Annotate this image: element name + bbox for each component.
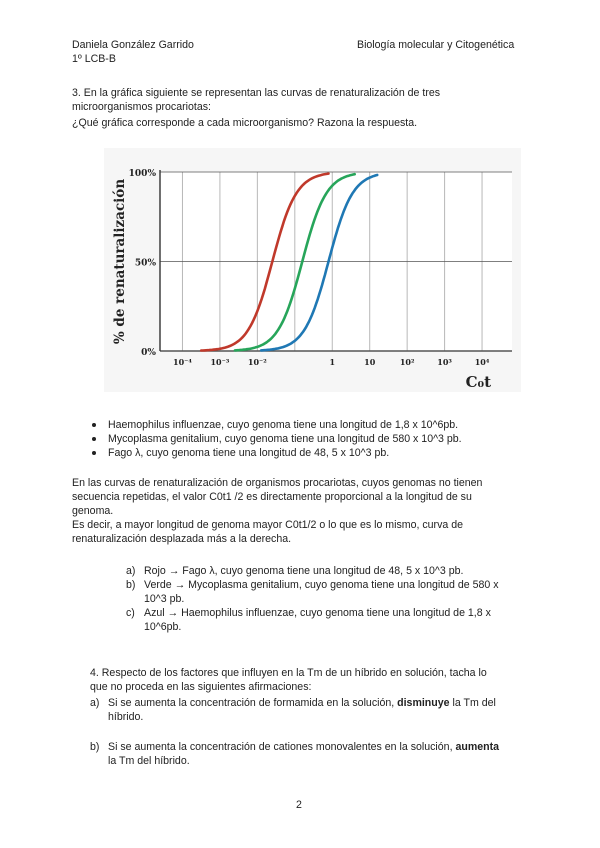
- bullet-icon: [92, 437, 96, 441]
- explanation-line: secuencia repetidas, el valor C0t1 /2 es directamente proporcional a la longitud de su: [72, 491, 472, 503]
- bullet-icon: [92, 451, 96, 455]
- q3-line1: 3. En la gráfica siguiente se representan las curvas de renaturalización de tres: [72, 87, 441, 99]
- explanation-line: genoma.: [72, 505, 114, 517]
- x-tick-label: 10⁻³: [210, 357, 230, 367]
- student-group: 1º LCB-B: [72, 53, 116, 65]
- subject-title: Biología molecular y Citogenética: [357, 39, 515, 51]
- y-tick-label: 50%: [134, 258, 156, 269]
- x-tick-label: 10⁻²: [247, 357, 267, 367]
- q4-a-text: Si se aumenta la concentración de formamida en la solución, disminuye la Tm del: [108, 697, 496, 709]
- answer-c-marker: c): [126, 607, 135, 619]
- answer-b-text: Verde → Mycoplasma genitalium, cuyo genoma tiene una longitud de 580 x: [144, 579, 499, 591]
- renaturation-chart: [104, 148, 521, 392]
- page-number: 2: [296, 799, 302, 811]
- q3-line2: microorganismos procariotas:: [72, 101, 211, 113]
- q4-b-text-cont: la Tm del híbrido.: [108, 755, 190, 767]
- author-name: Daniela González Garrido: [72, 39, 194, 51]
- answer-c-text-cont: 10^6pb.: [144, 621, 182, 633]
- q3-question: ¿Qué gráfica corresponde a cada microorganismo? Razona la respuesta.: [72, 117, 418, 129]
- answer-a-text: Rojo → Fago λ, cuyo genoma tiene una longitud de 48, 5 x 10^3 pb.: [144, 565, 464, 577]
- explanation-line: En las curvas de renaturalización de organismos procariotas, cuyos genomas no tienen: [72, 477, 483, 489]
- x-tick-label: 10⁴: [474, 357, 490, 367]
- y-tick-label: 0%: [141, 348, 156, 358]
- x-axis-title: C₀t: [465, 373, 492, 391]
- q4-line2: que no proceda en las siguientes afirmaciones:: [90, 681, 312, 693]
- renaturation-chart-svg: [104, 148, 521, 392]
- answer-b-marker: b): [126, 579, 136, 591]
- explanation-line: Es decir, a mayor longitud de genoma mayor C0t1/2 o lo que es lo mismo, curva de: [72, 519, 463, 531]
- y-axis-title: % de renaturalización: [112, 178, 128, 345]
- x-tick-label: 10: [364, 357, 376, 367]
- y-tick-label: 100%: [128, 169, 156, 179]
- q4-line1: 4. Respecto de los factores que influyen en la Tm de un híbrido en solución, tacha lo: [90, 667, 487, 679]
- q4-a-marker: a): [90, 697, 100, 709]
- list-item: Fago λ, cuyo genoma tiene una longitud de 48, 5 x 10^3 pb.: [108, 446, 389, 460]
- bullet-icon: [92, 423, 96, 427]
- answer-c-text: Azul → Haemophilus influenzae, cuyo genoma tiene una longitud de 1,8 x: [144, 607, 491, 619]
- q4-b-emphasis: aumenta: [455, 741, 500, 753]
- list-item: Mycoplasma genitalium, cuyo genoma tiene una longitud de 580 x 10^3 pb.: [108, 432, 462, 446]
- q4-a-emphasis: disminuye: [397, 697, 450, 709]
- list-item: Haemophilus influenzae, cuyo genoma tiene una longitud de 1,8 x 10^6pb.: [108, 418, 458, 432]
- x-tick-label: 10²: [399, 357, 415, 367]
- q4-b-marker: b): [90, 741, 100, 753]
- x-tick-label: 1: [329, 357, 336, 367]
- q4-a-text-cont: híbrido.: [108, 711, 144, 723]
- answer-a-marker: a): [126, 565, 136, 577]
- q4-b-text: Si se aumenta la concentración de cationes monovalentes en la solución, aumenta: [108, 741, 500, 753]
- x-tick-label: 10⁻⁴: [173, 357, 192, 367]
- x-tick-label: 10³: [437, 357, 452, 367]
- answer-b-text-cont: 10^3 pb.: [144, 593, 185, 605]
- explanation-line: renaturalización desplazada más a la derecha.: [72, 533, 292, 545]
